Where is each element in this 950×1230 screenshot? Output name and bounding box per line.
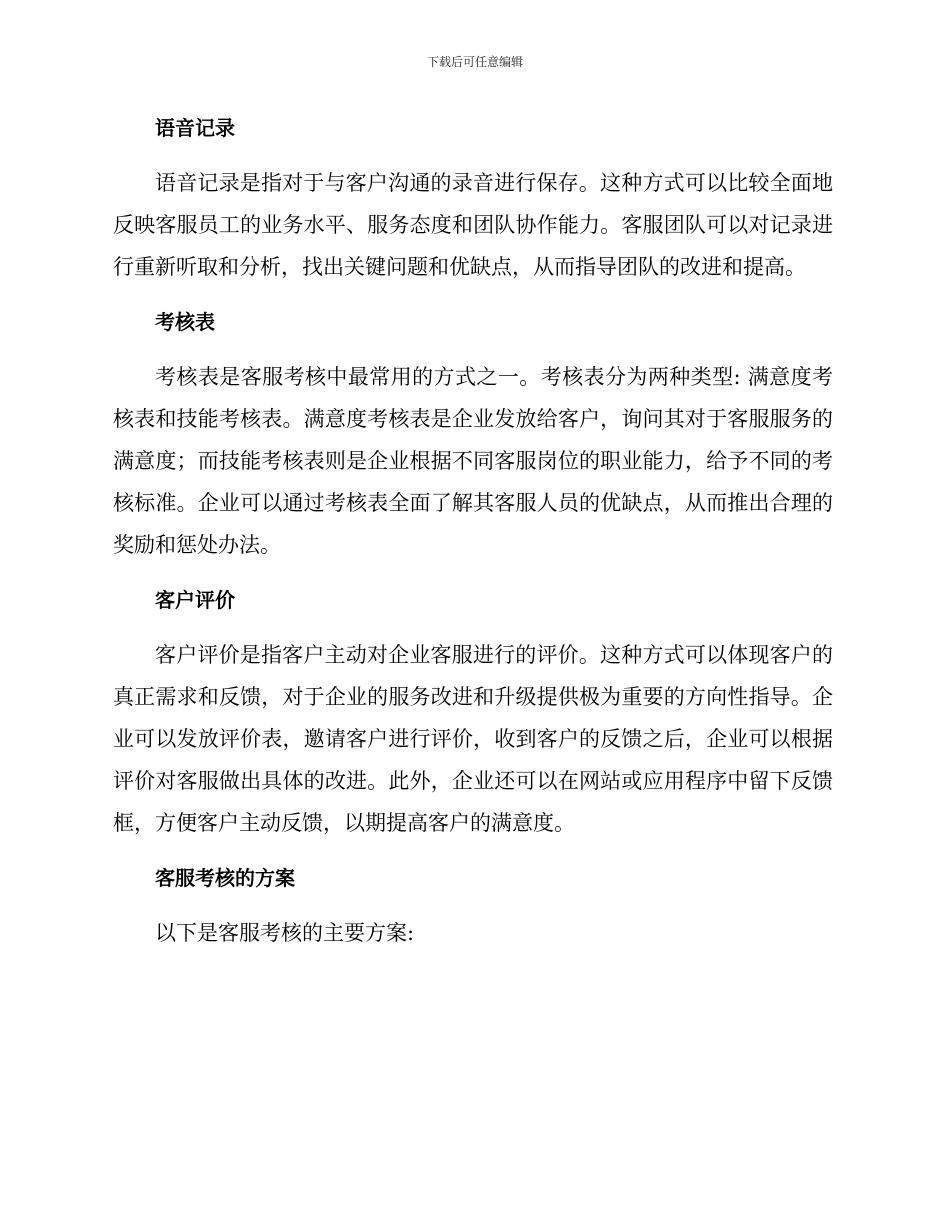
- section-heading-assessment-form: 考核表: [155, 310, 215, 334]
- section-heading-voice-recording: 语音记录: [155, 116, 235, 140]
- paragraph-assessment-plan: 以下是客服考核的主要方案:: [155, 921, 415, 945]
- paragraph-voice-recording: 语音记录是指对于与客户沟通的录音进行保存。这种方式可以比较全面地反映客服员工的业务水平、服务态度和团队协作能力。客服团队可以对记录进行重新听取和分析，找出关键问题和优缺点，从而指导团队的改进和提高。: [113, 171, 833, 279]
- page-header: 下载后可任意编辑: [426, 55, 523, 69]
- paragraph-assessment-form: 考核表是客服考核中最常用的方式之一。考核表分为两种类型: 满意度考核表和技能考核表。满意度考核表是企业发放给客户，询问其对于客服服务的满意度；而技能考核表则是企业根据不同客服岗位的职业能力，给予不同的考核标准。企业可以通过考核表全面了解其客服人员的优缺点，从而推出合理的奖励和惩处办法。: [113, 365, 833, 557]
- section-heading-customer-evaluation: 客户评价: [155, 588, 235, 612]
- paragraph-customer-evaluation: 客户评价是指客户主动对企业客服进行的评价。这种方式可以体现客户的真正需求和反馈，对于企业的服务改进和升级提供极为重要的方向性指导。企业可以发放评价表，邀请客户进行评价，收到客户的反馈之后，企业可以根据评价对客服做出具体的改进。此外，企业还可以在网站或应用程序中留下反馈框，方便客户主动反馈，以期提高客户的满意度。: [113, 643, 833, 835]
- section-heading-assessment-plan: 客服考核的方案: [155, 866, 295, 890]
- document-body: [113, 108, 833, 968]
